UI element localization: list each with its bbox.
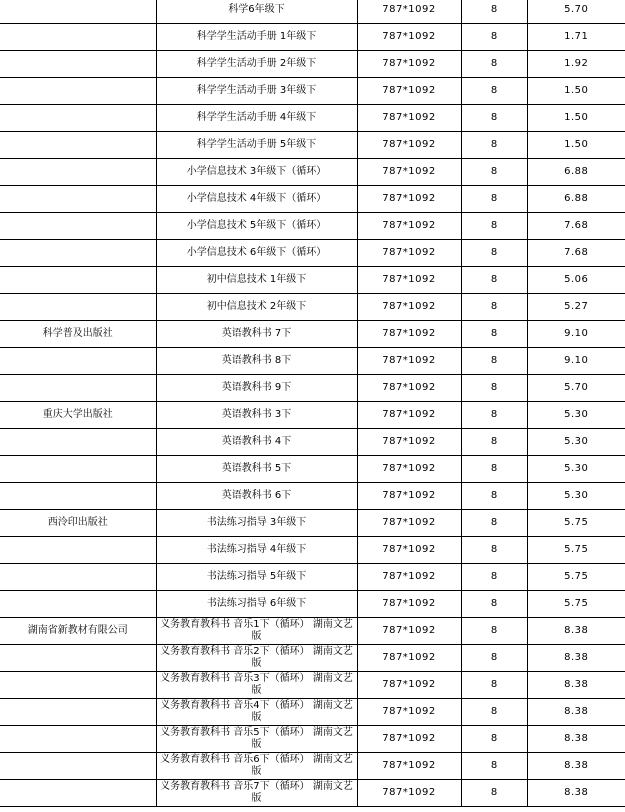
sheets-cell: 8: [461, 0, 527, 24]
title-cell: 英语教科书 6下: [156, 483, 357, 510]
price-cell: 5.70: [527, 0, 625, 24]
title-cell: 义务教育教科书 音乐6下（循环） 湖南文艺版: [156, 753, 357, 780]
table-row: [0, 537, 625, 564]
sheets-cell: 8: [461, 78, 527, 105]
format-cell: 787*1092: [357, 0, 461, 24]
format-cell: 787*1092: [357, 240, 461, 267]
format-cell: 787*1092: [357, 78, 461, 105]
table-row: [0, 51, 625, 78]
title-cell: 义务教育教科书 音乐1下（循环） 湖南文艺版: [156, 618, 357, 645]
price-cell: 8.38: [527, 699, 625, 726]
sheets-cell: 8: [461, 132, 527, 159]
format-cell: 787*1092: [357, 564, 461, 591]
title-cell: 小学信息技术 3年级下（循环）: [156, 159, 357, 186]
format-cell: 787*1092: [357, 780, 461, 807]
price-cell: 8.38: [527, 645, 625, 672]
price-cell: 8.38: [527, 618, 625, 645]
price-cell: 6.88: [527, 186, 625, 213]
sheets-cell: 8: [461, 105, 527, 132]
title-cell: 英语教科书 4下: [156, 429, 357, 456]
table-row: [0, 0, 625, 24]
table-row: [0, 672, 625, 699]
title-cell: 英语教科书 8下: [156, 348, 357, 375]
title-cell: 英语教科书 5下: [156, 456, 357, 483]
publisher-cell: [0, 672, 156, 699]
sheets-cell: 8: [461, 456, 527, 483]
table-row: [0, 618, 625, 645]
price-cell: 8.38: [527, 753, 625, 780]
publisher-cell: [0, 726, 156, 753]
publisher-cell: [0, 564, 156, 591]
sheets-cell: 8: [461, 348, 527, 375]
table-row: [0, 645, 625, 672]
price-cell: 8.38: [527, 672, 625, 699]
format-cell: 787*1092: [357, 105, 461, 132]
format-cell: 787*1092: [357, 429, 461, 456]
price-cell: 7.68: [527, 213, 625, 240]
price-cell: 5.27: [527, 294, 625, 321]
format-cell: 787*1092: [357, 51, 461, 78]
format-cell: 787*1092: [357, 267, 461, 294]
price-cell: 1.92: [527, 51, 625, 78]
price-cell: 5.75: [527, 537, 625, 564]
title-cell: 义务教育教科书 音乐2下（循环） 湖南文艺版: [156, 645, 357, 672]
price-cell: 5.30: [527, 402, 625, 429]
format-cell: 787*1092: [357, 24, 461, 51]
format-cell: 787*1092: [357, 186, 461, 213]
table-row: [0, 564, 625, 591]
format-cell: 787*1092: [357, 483, 461, 510]
title-cell: 义务教育教科书 音乐4下（循环） 湖南文艺版: [156, 699, 357, 726]
table-row: [0, 267, 625, 294]
price-cell: 5.75: [527, 564, 625, 591]
sheets-cell: 8: [461, 591, 527, 618]
sheets-cell: 8: [461, 402, 527, 429]
format-cell: 787*1092: [357, 672, 461, 699]
publisher-cell: [0, 51, 156, 78]
format-cell: 787*1092: [357, 348, 461, 375]
publisher-cell: [0, 375, 156, 402]
sheets-cell: 8: [461, 240, 527, 267]
table-row: [0, 456, 625, 483]
sheets-cell: 8: [461, 780, 527, 807]
table-row: [0, 726, 625, 753]
table-row: [0, 240, 625, 267]
format-cell: 787*1092: [357, 699, 461, 726]
title-cell: 科学学生活动手册 2年级下: [156, 51, 357, 78]
table-row: [0, 78, 625, 105]
publisher-cell: [0, 456, 156, 483]
title-cell: 初中信息技术 1年级下: [156, 267, 357, 294]
publisher-cell: [0, 645, 156, 672]
sheets-cell: 8: [461, 51, 527, 78]
publisher-cell: [0, 0, 156, 24]
format-cell: 787*1092: [357, 618, 461, 645]
table-row: [0, 429, 625, 456]
format-cell: 787*1092: [357, 213, 461, 240]
price-cell: 7.68: [527, 240, 625, 267]
price-cell: 1.50: [527, 105, 625, 132]
format-cell: 787*1092: [357, 510, 461, 537]
publisher-cell: [0, 591, 156, 618]
publisher-cell: [0, 429, 156, 456]
sheets-cell: 8: [461, 537, 527, 564]
sheets-cell: 8: [461, 483, 527, 510]
table-row: [0, 24, 625, 51]
title-cell: 科学学生活动手册 4年级下: [156, 105, 357, 132]
sheets-cell: 8: [461, 726, 527, 753]
format-cell: 787*1092: [357, 726, 461, 753]
publisher-cell: [0, 294, 156, 321]
publisher-cell: [0, 483, 156, 510]
price-cell: 9.10: [527, 321, 625, 348]
title-cell: 科学学生活动手册 3年级下: [156, 78, 357, 105]
title-cell: 科学学生活动手册 1年级下: [156, 24, 357, 51]
sheets-cell: 8: [461, 510, 527, 537]
publisher-cell: [0, 267, 156, 294]
format-cell: 787*1092: [357, 132, 461, 159]
price-cell: 5.70: [527, 375, 625, 402]
publisher-cell: [0, 699, 156, 726]
table-row: [0, 483, 625, 510]
publisher-cell: [0, 78, 156, 105]
table-row: [0, 348, 625, 375]
format-cell: 787*1092: [357, 753, 461, 780]
title-cell: 科学学生活动手册 5年级下: [156, 132, 357, 159]
title-cell: 义务教育教科书 音乐5下（循环） 湖南文艺版: [156, 726, 357, 753]
format-cell: 787*1092: [357, 321, 461, 348]
publisher-cell: [0, 186, 156, 213]
publisher-cell: 西泠印出版社: [0, 510, 156, 537]
price-cell: 1.50: [527, 132, 625, 159]
sheets-cell: 8: [461, 267, 527, 294]
format-cell: 787*1092: [357, 402, 461, 429]
title-cell: 初中信息技术 2年级下: [156, 294, 357, 321]
format-cell: 787*1092: [357, 591, 461, 618]
table-row: [0, 753, 625, 780]
sheets-cell: 8: [461, 564, 527, 591]
publisher-cell: [0, 213, 156, 240]
sheets-cell: 8: [461, 294, 527, 321]
title-cell: 英语教科书 3下: [156, 402, 357, 429]
publisher-cell: [0, 780, 156, 807]
sheets-cell: 8: [461, 159, 527, 186]
price-cell: 6.88: [527, 159, 625, 186]
format-cell: 787*1092: [357, 375, 461, 402]
format-cell: 787*1092: [357, 537, 461, 564]
table-row: [0, 186, 625, 213]
title-cell: 书法练习指导 6年级下: [156, 591, 357, 618]
sheets-cell: 8: [461, 618, 527, 645]
sheets-cell: 8: [461, 186, 527, 213]
price-cell: 5.06: [527, 267, 625, 294]
price-cell: 1.50: [527, 78, 625, 105]
title-cell: 小学信息技术 4年级下（循环）: [156, 186, 357, 213]
table-row: [0, 105, 625, 132]
sheets-cell: 8: [461, 321, 527, 348]
publisher-cell: [0, 348, 156, 375]
sheets-cell: 8: [461, 672, 527, 699]
table-row: [0, 699, 625, 726]
title-cell: 科学6年级下: [156, 0, 357, 24]
price-cell: 8.38: [527, 780, 625, 807]
publisher-cell: 重庆大学出版社: [0, 402, 156, 429]
sheets-cell: 8: [461, 699, 527, 726]
title-cell: 书法练习指导 4年级下: [156, 537, 357, 564]
title-cell: 小学信息技术 6年级下（循环）: [156, 240, 357, 267]
price-cell: 5.75: [527, 591, 625, 618]
price-cell: 9.10: [527, 348, 625, 375]
publisher-cell: [0, 132, 156, 159]
sheets-cell: 8: [461, 429, 527, 456]
sheets-cell: 8: [461, 645, 527, 672]
publisher-cell: 科学普及出版社: [0, 321, 156, 348]
publisher-cell: [0, 240, 156, 267]
table-row: [0, 510, 625, 537]
price-cell: 5.30: [527, 429, 625, 456]
title-cell: 义务教育教科书 音乐3下（循环） 湖南文艺版: [156, 672, 357, 699]
title-cell: 书法练习指导 3年级下: [156, 510, 357, 537]
table-row: [0, 294, 625, 321]
price-cell: 8.38: [527, 726, 625, 753]
table-row: [0, 402, 625, 429]
sheets-cell: 8: [461, 24, 527, 51]
sheets-cell: 8: [461, 753, 527, 780]
format-cell: 787*1092: [357, 456, 461, 483]
publisher-cell: [0, 24, 156, 51]
table-row: [0, 780, 625, 807]
publisher-cell: [0, 537, 156, 564]
title-cell: 小学信息技术 5年级下（循环）: [156, 213, 357, 240]
publisher-cell: [0, 105, 156, 132]
sheets-cell: 8: [461, 213, 527, 240]
price-cell: 1.71: [527, 24, 625, 51]
table-row: [0, 213, 625, 240]
price-cell: 5.30: [527, 456, 625, 483]
publisher-cell: 湖南省新教材有限公司: [0, 618, 156, 645]
publisher-cell: [0, 753, 156, 780]
format-cell: 787*1092: [357, 645, 461, 672]
price-cell: 5.30: [527, 483, 625, 510]
table-row: [0, 132, 625, 159]
publisher-cell: [0, 159, 156, 186]
title-cell: 书法练习指导 5年级下: [156, 564, 357, 591]
sheets-cell: 8: [461, 375, 527, 402]
price-cell: 5.75: [527, 510, 625, 537]
table-row: [0, 159, 625, 186]
title-cell: 英语教科书 7下: [156, 321, 357, 348]
title-cell: 义务教育教科书 音乐7下（循环） 湖南文艺版: [156, 780, 357, 807]
table-row: [0, 375, 625, 402]
title-cell: 英语教科书 9下: [156, 375, 357, 402]
format-cell: 787*1092: [357, 159, 461, 186]
table-row: [0, 591, 625, 618]
format-cell: 787*1092: [357, 294, 461, 321]
table-row: [0, 321, 625, 348]
